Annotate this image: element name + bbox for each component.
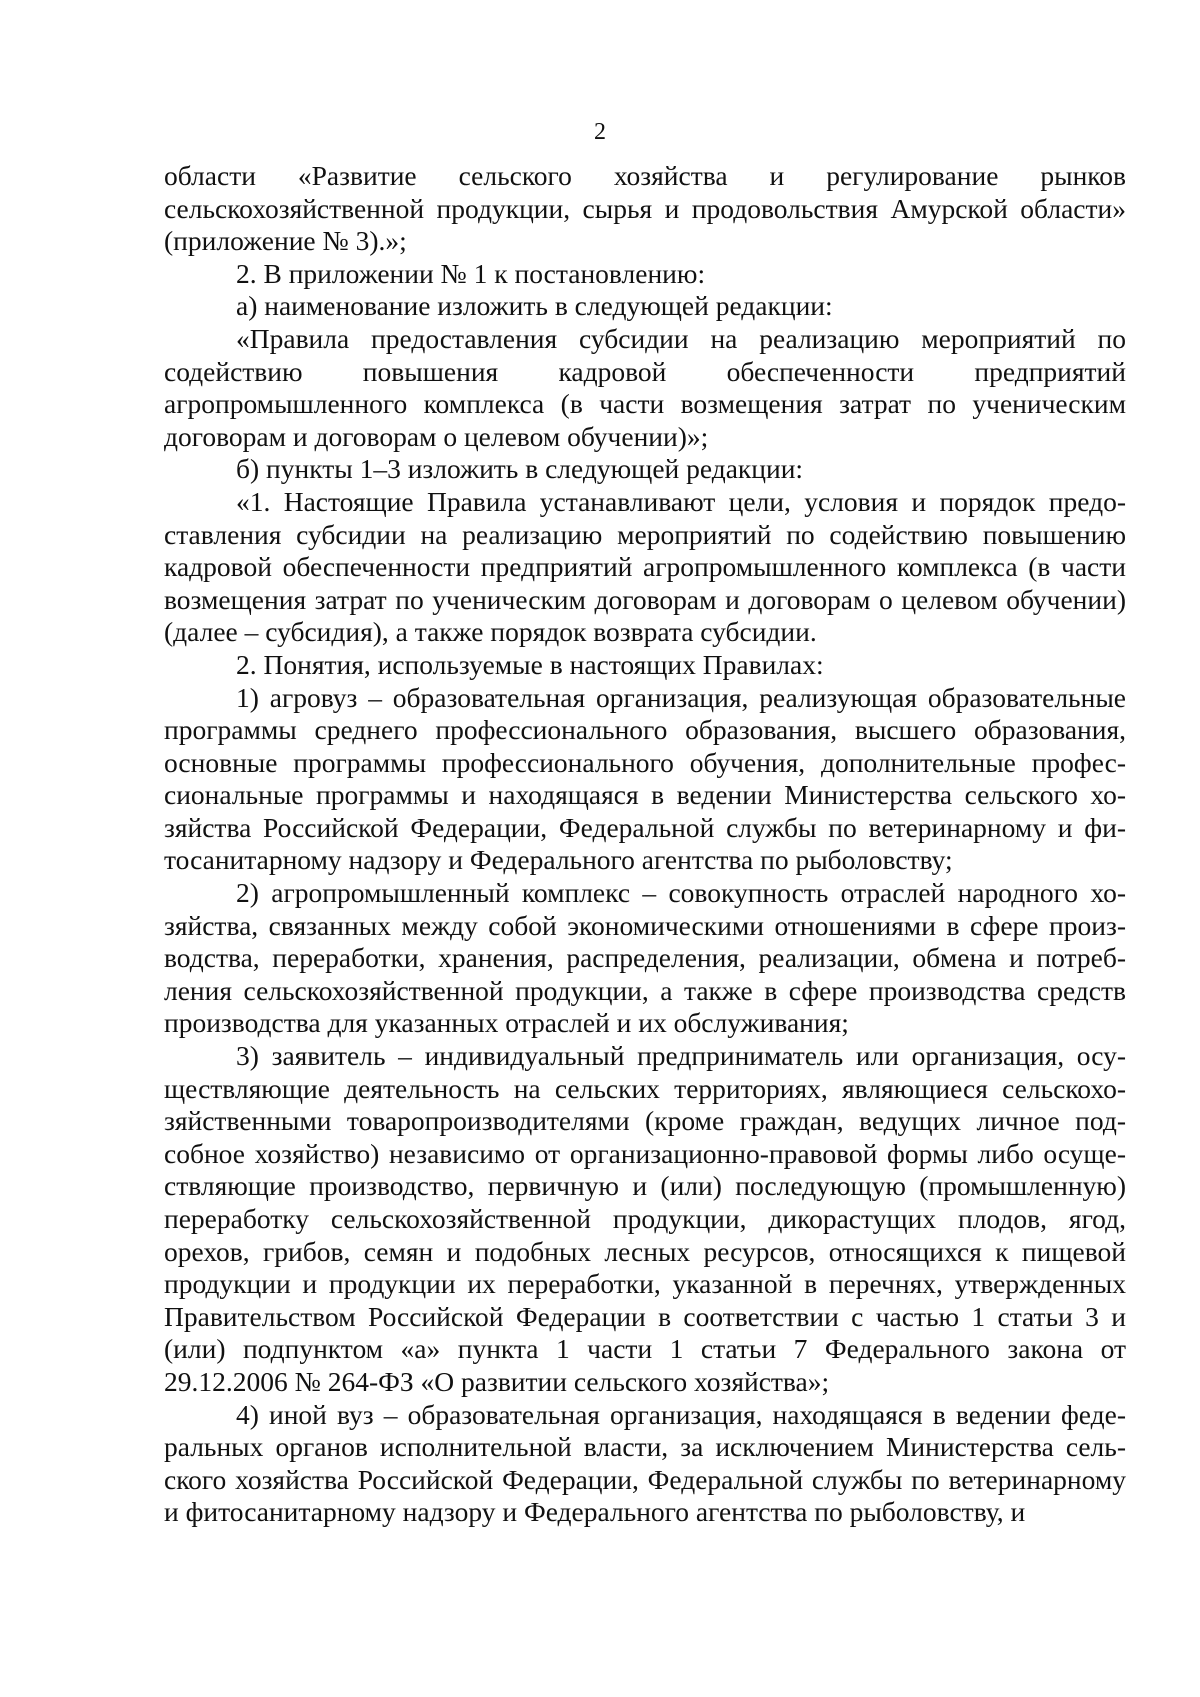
paragraph: 4) иной вуз – образовательная организация, находящаяся в ведении федеральных органов исполнительной власти, за исключением Министерства сельского хозяйства Российской Федерации, Федеральной службы по ветеринарному и фитосанитарному надзору и Федерального агентства по рыболовству, и bbox=[164, 1398, 1126, 1528]
paragraph: области «Развитие сельского хозяйства и регулирование рынков сельскохозяйственной продукции, сырья и продовольствия Амурской области» (приложение № 3).»; bbox=[164, 160, 1126, 257]
paragraph: 2. В приложении № 1 к постановлению: bbox=[236, 257, 706, 289]
paragraph: 1) агровуз – образовательная организация, реализующая образовательные программы среднего профессионального образования, высшего образования, основные программы профессионального обучения, дополнительные профессиональные программы и находящаяся в ведении Министерства сельского хозяйства Российской Федерации, Федеральной службы по ветеринарному и фитосанитарному надзору и Федерального агентства по рыболовству; bbox=[164, 681, 1126, 876]
paragraph: б) пункты 1–3 изложить в следующей редакции: bbox=[236, 453, 804, 485]
paragraph: 2. Понятия, используемые в настоящих Правилах: bbox=[236, 648, 824, 680]
paragraph: а) наименование изложить в следующей редакции: bbox=[236, 290, 833, 322]
paragraph: «1. Настоящие Правила устанавливают цели, условия и порядок предоставления субсидии на реализацию мероприятий по содействию повышению кадровой обеспеченности предприятий агропромышленного комплекса (в части возмещения затрат по ученическим договорам и договорам о целевом обучении) (далее – субсидия), а также порядок возврата субсидии. bbox=[164, 485, 1126, 648]
paragraph: 2) агропромышленный комплекс – совокупность отраслей народного хозяйства, связанных между собой экономическими отношениями в сфере производства, переработки, хранения, распределения, реализации, обмена и потребления сельскохозяйственной продукции, а также в сфере производства средств производства для указанных отраслей и их обслуживания; bbox=[164, 877, 1126, 1039]
paragraph: «Правила предоставления субсидии на реализацию мероприятий по содействию повышения кадровой обеспеченности предприятий агропромышленного комплекса (в части возмещения затрат по ученическим договорам и договорам о целевом обучении)»; bbox=[164, 322, 1126, 452]
page-number: 2 bbox=[594, 119, 606, 145]
document-body bbox=[164, 160, 1126, 1529]
paragraph: 3) заявитель – индивидуальный предприниматель или организация, осуществляющие деятельность на сельских территориях, являющиеся сельскохозяйственными товаропроизводителями (кроме граждан, ведущих личное подсобное хозяйство) независимо от организационно-правовой формы либо осуществляющие производство, первичную и (или) последующую (промышленную) переработку сельскохозяйственной продукции, дикорастущих плодов, ягод, орехов, грибов, семян и подобных лесных ресурсов, относящихся к пищевой продукции и продукции их переработки, указанной в перечнях, утвержденных Правительством Российской Федерации в соответствии с частью 1 статьи 3 и (или) подпунктом «а» пункта 1 части 1 статьи 7 Федерального закона от 29.12.2006 № 264-ФЗ «О развитии сельского хозяйства»; bbox=[164, 1040, 1126, 1397]
